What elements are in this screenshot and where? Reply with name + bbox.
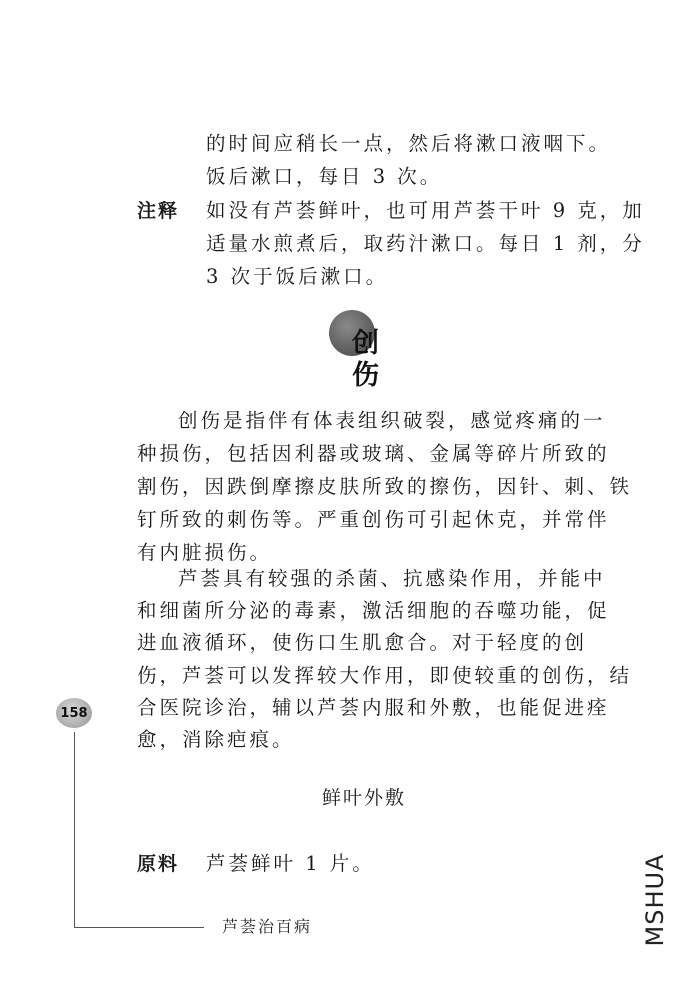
continuation-line-2: 饭后漱口，每日 3 次。 — [206, 165, 443, 188]
note-line-3: 3 次于饭后漱口。 — [206, 265, 389, 288]
paragraph-1-line-3: 割伤，因跌倒摩擦皮肤所致的擦伤，因针、刺、铁 — [137, 475, 633, 498]
margin-rule — [74, 732, 75, 928]
recipe-title: 鲜叶外敷 — [322, 787, 407, 809]
section-title: 创 伤 — [352, 328, 389, 391]
paragraph-1-line-1: 创伤是指伴有体表组织破裂，感觉疼痛的一 — [178, 409, 606, 432]
ingredient-label: 原料 — [137, 853, 180, 875]
ingredient-text: 芦荟鲜叶 1 片。 — [206, 852, 375, 875]
paragraph-2-line-3: 进血液循环，使伤口生肌愈合。对于轻度的创 — [137, 631, 588, 654]
continuation-line-1: 的时间应稍长一点，然后将漱口液咽下。 — [206, 132, 612, 155]
paragraph-2-line-4: 伤，芦荟可以发挥较大作用，即使较重的创伤，结 — [137, 664, 633, 687]
section-heading — [322, 310, 442, 391]
note-line-1: 如没有芦荟鲜叶，也可用芦荟干叶 9 克，加 — [206, 199, 645, 222]
paragraph-1-line-2: 种损伤，包括因利器或玻璃、金属等碎片所致的 — [137, 442, 610, 465]
note-line-2: 适量水煎煮后，取药汁漱口。每日 1 剂，分 — [206, 232, 645, 255]
paragraph-2-line-6: 愈，消除疤痕。 — [137, 728, 295, 751]
footer-rule — [74, 927, 204, 928]
paragraph-2-line-2: 和细菌所分泌的毒素，激活细胞的吞噬功能，促 — [137, 599, 610, 622]
page-number-badge — [56, 698, 92, 728]
watermark-text: MSHUA — [641, 853, 669, 947]
page-number: 158 — [60, 705, 88, 721]
paragraph-2-line-5: 合医院诊治，辅以芦荟内服和外敷，也能促进痊 — [137, 696, 610, 719]
paragraph-2-line-1: 芦荟具有较强的杀菌、抗感染作用，并能中 — [178, 567, 606, 590]
paragraph-1-line-5: 有内脏损伤。 — [137, 541, 273, 564]
footer-book-title: 芦荟治百病 — [222, 917, 313, 936]
paragraph-1-line-4: 钉所致的刺伤等。严重创伤可引起休克，并常伴 — [137, 508, 610, 531]
note-label: 注释 — [137, 200, 180, 222]
